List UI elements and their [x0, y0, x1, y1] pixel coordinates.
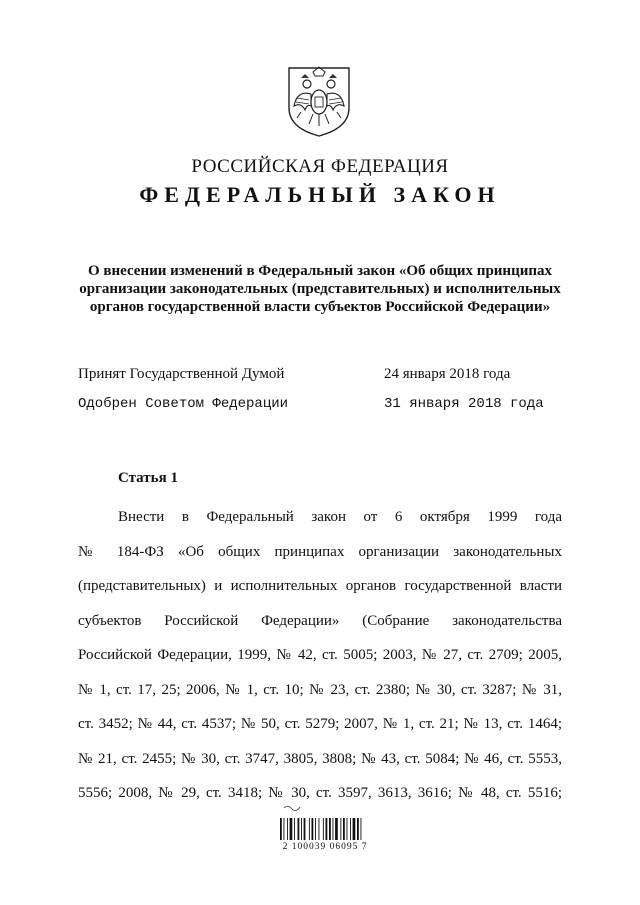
- coat-of-arms-icon: [283, 62, 355, 140]
- barcode-bar: [361, 818, 362, 840]
- document-type: ФЕДЕРАЛЬНЫЙ ЗАКОН: [139, 182, 501, 207]
- body-line: 5556; 2008, № 29, ст. 3418; № 30, ст. 3597, 3613, 3616; № 48, ст. 5516;: [78, 785, 562, 801]
- barcode-bar: [353, 818, 356, 840]
- barcode-bar: [357, 818, 359, 840]
- body-line: Российской Федерации, 1999, № 42, ст. 5005; 2003, № 27, ст. 2709; 2005,: [78, 647, 562, 663]
- council-label: Одобрен Советом Федерации: [78, 396, 289, 412]
- barcode-bar: [298, 818, 300, 840]
- barcode-bar: [350, 818, 351, 840]
- barcode-bar: [309, 818, 310, 840]
- body-line: № 1, ст. 17, 25; 2006, № 1, ст. 10; № 23, ст. 2380; № 30, ст. 3287; № 31,: [78, 681, 562, 698]
- body-line: № 21, ст. 2455; № 30, ст. 3747, 3805, 3808; № 43, ст. 5084; № 46, ст. 5553,: [78, 750, 562, 767]
- barcode-bar: [290, 818, 293, 840]
- barcode-bar: [340, 818, 341, 840]
- article-heading: Статья 1: [118, 470, 178, 486]
- barcode-bar: [301, 818, 302, 840]
- council-date: 31 января 2018 года: [384, 396, 544, 412]
- body-line: субъектов Российской Федерации» (Собрание законодательства: [78, 612, 562, 629]
- barcode-bar: [319, 818, 320, 840]
- duma-label: Принят Государственной Думой: [78, 366, 285, 382]
- barcode-bar: [287, 818, 288, 840]
- barcode-bar: [326, 818, 328, 840]
- barcode-bar: [280, 818, 282, 840]
- law-title-line: органов государственной власти субъектов Российской Федерации»: [89, 299, 551, 315]
- barcode-bar: [304, 818, 306, 840]
- barcode-bar: [315, 818, 316, 840]
- barcode-bar: [294, 818, 295, 840]
- barcode-bar: [284, 818, 285, 840]
- law-title-line: О внесении изменений в Федеральный закон «Об общих принципах: [87, 263, 553, 279]
- law-title: [70, 262, 570, 316]
- article-body: [78, 500, 562, 811]
- barcode-bar: [312, 818, 314, 840]
- barcode-bar: [343, 818, 345, 840]
- duma-date: 24 января 2018 года: [384, 366, 511, 382]
- barcode-bar: [329, 818, 331, 840]
- body-line: (представительных) и исполнительных органов государственной власти: [78, 578, 562, 594]
- barcode-bar: [335, 818, 338, 840]
- country-name: РОССИЙСКАЯ ФЕДЕРАЦИЯ: [191, 156, 449, 177]
- body-line: № 184-ФЗ «Об общих принципах организации законодательных: [78, 543, 562, 560]
- barcode-number: 2 100039 06095 7: [282, 842, 368, 852]
- body-line: ст. 3452; № 44, ст. 4537; № 50, ст. 5279; 2007, № 1, ст. 21; № 13, ст. 1464;: [78, 716, 562, 732]
- barcode-bar: [333, 818, 334, 840]
- body-line: Внести в Федеральный закон от 6 октября 1999 года: [118, 509, 562, 525]
- barcode-bar: [347, 818, 348, 840]
- barcode-bar: [323, 818, 324, 840]
- law-title-line: организации законодательных (представительных) и исполнительных: [79, 281, 561, 297]
